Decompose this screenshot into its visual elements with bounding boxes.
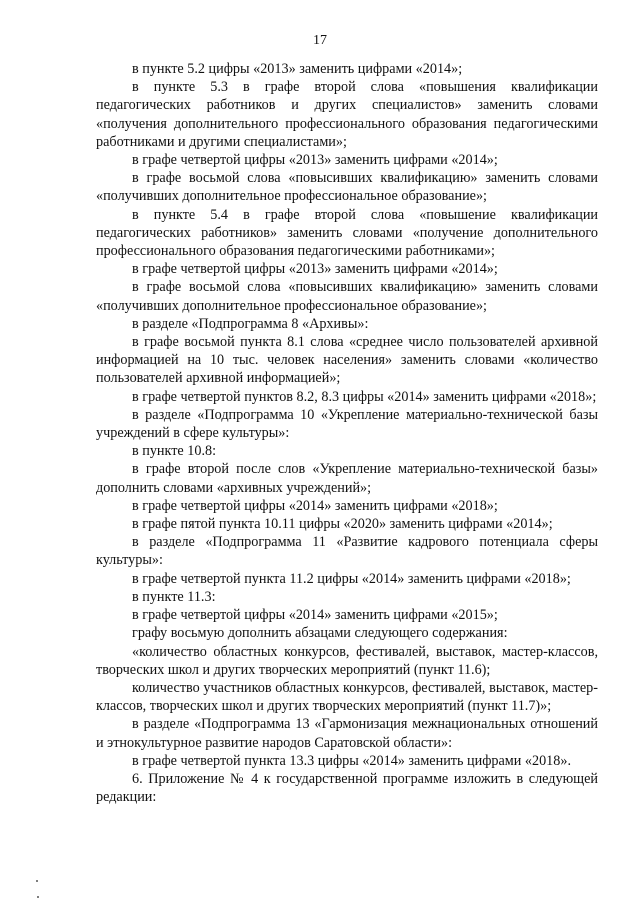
- paragraph: в пункте 5.4 в графе второй слова «повышение квалификации педагогических работников» заменить словами «получение дополнительного профессионального образования педагогическими работниками»;: [96, 206, 598, 260]
- scan-speck: [36, 880, 38, 882]
- paragraph: в разделе «Подпрограмма 13 «Гармонизация межнациональных отношений и этнокультурное развитие народов Саратовской области»:: [96, 716, 598, 751]
- paragraph: в графе четвертой цифры «2014» заменить цифрами «2018»;: [132, 497, 498, 514]
- paragraph: в графе пятой пункта 10.11 цифры «2020» заменить цифрами «2014»;: [132, 516, 553, 533]
- paragraph: в графе четвертой пунктов 8.2, 8.3 цифры «2014» заменить цифрами «2018»;: [132, 388, 597, 405]
- paragraph: в разделе «Подпрограмма 10 «Укрепление материально-технической базы учреждений в сфере культуры»:: [96, 406, 598, 442]
- paragraph: «количество областных конкурсов, фестивалей, выставок, мастер-классов, творческих школ и других творческих мероприятий (пункт 11.6);: [96, 643, 598, 678]
- paragraph: графу восьмую дополнить абзацами следующего содержания:: [132, 625, 508, 642]
- paragraph: в пункте 5.2 цифры «2013» заменить цифрами «2014»;: [132, 61, 463, 77]
- paragraph: в графе второй после слов «Укрепление материально-технической базы» дополнить словами «архивных учреждений»;: [96, 461, 598, 496]
- paragraph: в пункте 5.3 в графе второй слова «повышения квалификации педагогических работников и других специалистов» заменить словами «получения дополнительного профессионального образования педагогическими работниками и другими специалистами»;: [96, 79, 598, 150]
- paragraph: в графе восьмой слова «повысивших квалификацию» заменить словами «получивших дополнительное профессиональное образование»;: [96, 279, 598, 314]
- paragraph: в графе четвертой цифры «2014» заменить цифрами «2015»;: [132, 607, 498, 624]
- paragraph: в пункте 11.3:: [132, 588, 216, 605]
- paragraph: в графе восьмой пункта 8.1 слова «среднее число пользователей архивной информацией на 10 тыс. человек населения» заменить словами «количество пользователей архивной информацией»;: [96, 334, 598, 387]
- paragraph: количество участников областных конкурсов, фестивалей, выставок, мастер-классов, творческих школ и других творческих мероприятий (пункт 11.7)»;: [96, 679, 598, 715]
- paragraph: в графе четвертой пункта 13.3 цифры «2014» заменить цифрами «2018».: [132, 752, 572, 769]
- paragraph: 6. Приложение № 4 к государственной программе изложить в следующей редакции:: [96, 770, 598, 806]
- scan-speck: [37, 896, 39, 898]
- paragraph: в разделе «Подпрограмма 11 «Развитие кадрового потенциала сферы культуры»:: [96, 534, 598, 569]
- document-body: [96, 60, 598, 806]
- paragraph: в графе четвертой цифры «2013» заменить цифрами «2014»;: [132, 152, 498, 169]
- paragraph: в пункте 10.8:: [132, 443, 217, 460]
- paragraph: в графе восьмой слова «повысивших квалификацию» заменить словами «получивших дополнительное профессиональное образование»;: [96, 170, 598, 205]
- paragraph: в графе четвертой цифры «2013» заменить цифрами «2014»;: [132, 261, 498, 278]
- paragraph: в разделе «Подпрограмма 8 «Архивы»:: [132, 315, 369, 332]
- page-number: 17: [313, 33, 327, 48]
- paragraph: в графе четвертой пункта 11.2 цифры «2014» заменить цифрами «2018»;: [132, 570, 571, 587]
